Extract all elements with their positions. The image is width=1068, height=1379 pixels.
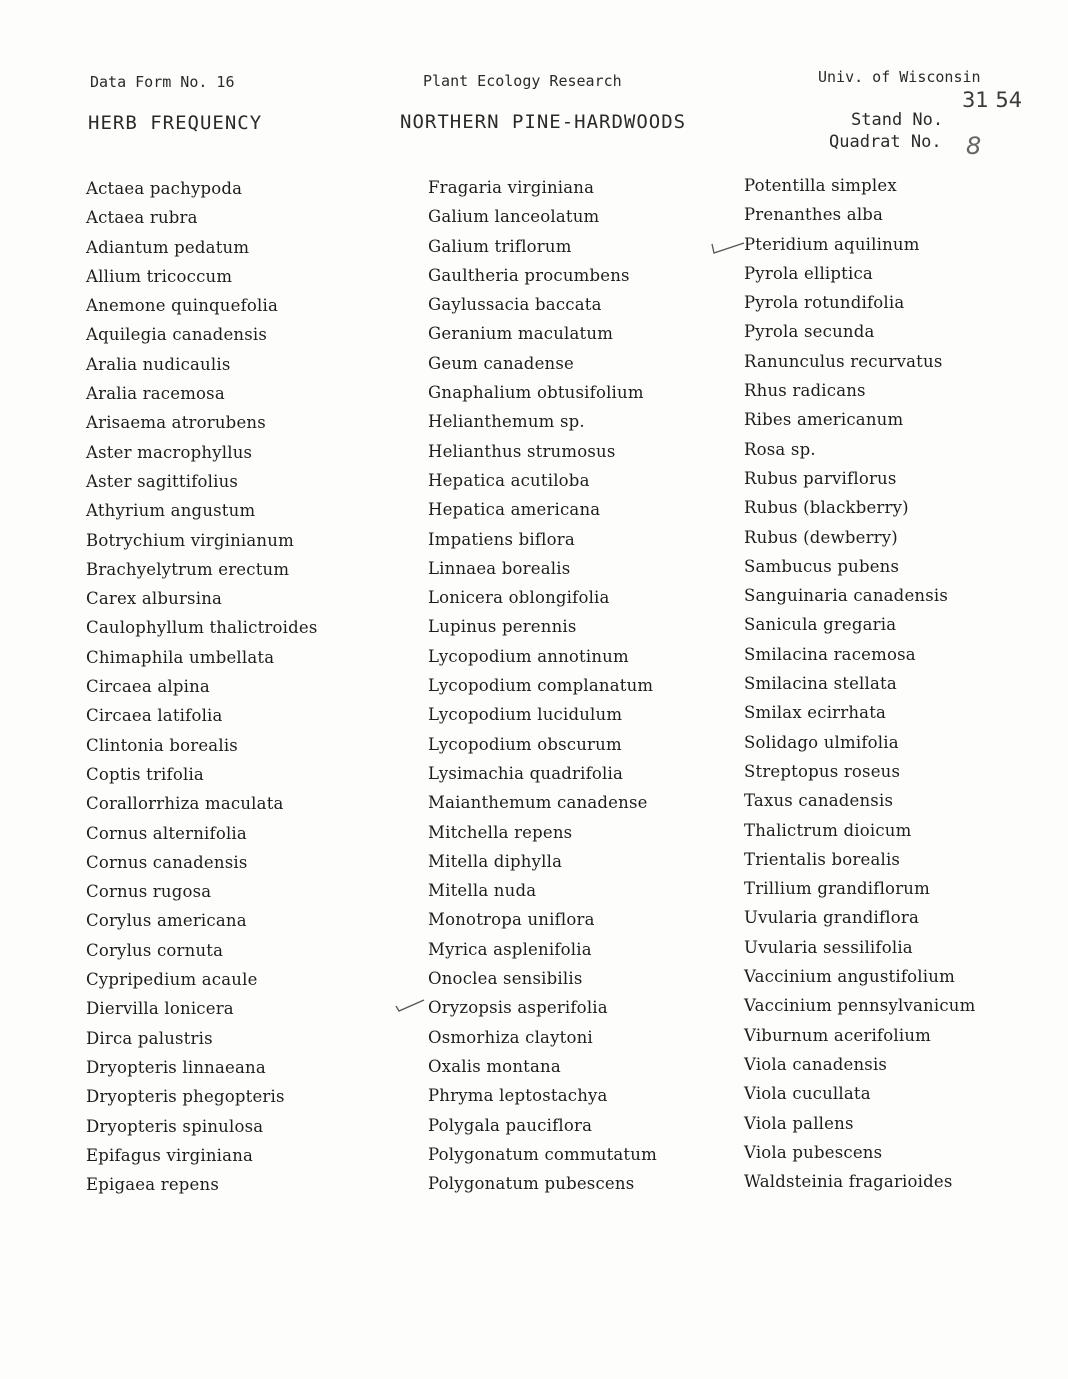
species-item: Lupinus perennis xyxy=(428,617,577,637)
species-item: Viola canadensis xyxy=(744,1054,888,1074)
species-item: Adiantum pedatum xyxy=(86,237,250,257)
species-item: Helianthus strumosus xyxy=(428,441,616,461)
species-item: Vaccinium angustifolium xyxy=(744,967,955,987)
stand-label: Stand No. xyxy=(851,110,944,130)
species-item: Viola pubescens xyxy=(744,1142,883,1162)
species-item: Sanicula gregaria xyxy=(744,615,897,635)
species-item: Mitchella repens xyxy=(428,822,573,842)
species-item: Maianthemum canadense xyxy=(428,793,648,813)
species-column-3 xyxy=(744,171,975,1196)
species-item: Arisaema atrorubens xyxy=(86,413,266,433)
species-item: Rosa sp. xyxy=(744,439,816,459)
form-number: Data Form No. 16 xyxy=(90,73,235,91)
form-title: HERB FREQUENCY xyxy=(88,112,263,134)
species-item: Aquilegia canadensis xyxy=(86,325,268,345)
species-item: Linnaea borealis xyxy=(428,558,571,578)
species-column-2 xyxy=(428,173,657,1198)
species-item: Gaultheria procumbens xyxy=(428,265,630,285)
community-name: NORTHERN PINE-HARDWOODS xyxy=(400,111,687,133)
species-item: Circaea alpina xyxy=(86,677,210,697)
species-item: Caulophyllum thalictroides xyxy=(86,618,318,638)
species-item: Epigaea repens xyxy=(86,1175,220,1195)
species-item: Circaea latifolia xyxy=(86,706,223,726)
species-item: Ribes americanum xyxy=(744,410,904,430)
species-item: Diervilla lonicera xyxy=(86,999,234,1019)
species-item: Viola cucullata xyxy=(744,1084,871,1104)
species-item: Polygonatum pubescens xyxy=(428,1174,635,1194)
species-item: Hepatica americana xyxy=(428,500,601,520)
species-item: Rhus radicans xyxy=(744,381,866,401)
species-item: Pyrola rotundifolia xyxy=(744,293,905,313)
species-item: Chimaphila umbellata xyxy=(86,647,275,667)
species-item: Trientalis borealis xyxy=(744,849,901,869)
species-item: Myrica asplenifolia xyxy=(428,939,592,959)
species-item: Mitella nuda xyxy=(428,881,537,901)
species-item: Hepatica acutiloba xyxy=(428,470,590,490)
institution: Univ. of Wisconsin xyxy=(818,68,981,86)
species-item: Corylus cornuta xyxy=(86,940,224,960)
species-item: Polygonatum commutatum xyxy=(428,1144,657,1164)
species-item: Geranium maculatum xyxy=(428,324,614,344)
species-item: Aralia racemosa xyxy=(86,384,225,404)
species-item: Anemone quinquefolia xyxy=(86,296,279,316)
species-item: Lycopodium obscurum xyxy=(428,734,622,754)
species-item: Vaccinium pennsylvanicum xyxy=(744,996,976,1016)
species-item: Rubus parviflorus xyxy=(744,468,897,488)
species-item: Cypripedium acaule xyxy=(86,970,258,990)
species-item: Lycopodium annotinum xyxy=(428,646,629,666)
species-item: Taxus canadensis xyxy=(744,791,894,811)
species-item: Cornus canadensis xyxy=(86,852,248,872)
species-item: Dryopteris spinulosa xyxy=(86,1116,264,1136)
species-item: Solidago ulmifolia xyxy=(744,732,899,752)
species-item: Botrychium virginianum xyxy=(86,530,294,550)
species-item: Monotropa uniflora xyxy=(428,910,595,930)
quadrat-number: 8 xyxy=(966,132,982,160)
species-item: Clintonia borealis xyxy=(86,735,238,755)
species-item: Epifagus virginiana xyxy=(86,1145,254,1165)
species-item: Osmorhiza claytoni xyxy=(428,1027,593,1047)
species-item: Dryopteris linnaeana xyxy=(86,1057,266,1077)
species-item: Brachyelytrum erectum xyxy=(86,559,290,579)
species-item: Mitella diphylla xyxy=(428,851,563,871)
program-name: Plant Ecology Research xyxy=(423,72,622,90)
stand-number: 31 54 xyxy=(962,88,1023,112)
species-item: Polygala pauciflora xyxy=(428,1115,593,1135)
species-item: Fragaria virginiana xyxy=(428,178,595,197)
species-item: Corylus americana xyxy=(86,911,247,931)
species-item: Corallorrhiza maculata xyxy=(86,794,284,814)
species-item: Dryopteris phegopteris xyxy=(86,1087,285,1107)
species-item: Carex albursina xyxy=(86,589,223,609)
species-item: Potentilla simplex xyxy=(744,176,897,195)
species-item: Prenanthes alba xyxy=(744,205,884,225)
species-item: Gnaphalium obtusifolium xyxy=(428,383,644,403)
species-item: Helianthemum sp. xyxy=(428,412,585,432)
species-item: Phryma leptostachya xyxy=(428,1086,608,1106)
species-item: Geum canadense xyxy=(428,353,574,373)
species-item: Lycopodium complanatum xyxy=(428,676,654,696)
species-item: Smilacina racemosa xyxy=(744,644,916,664)
species-item: Uvularia grandiflora xyxy=(744,908,920,928)
species-item: Aster macrophyllus xyxy=(86,442,253,462)
species-item: Ranunculus recurvatus xyxy=(744,351,943,371)
species-item: Pyrola secunda xyxy=(744,322,875,342)
checkmark-icon xyxy=(710,236,746,256)
species-item: Rubus (blackberry) xyxy=(744,498,909,518)
species-item: Thalictrum dioicum xyxy=(744,820,912,840)
species-item: Viola pallens xyxy=(744,1113,854,1133)
species-item: Oryzopsis asperifolia xyxy=(428,998,608,1018)
quadrat-label: Quadrat No. xyxy=(829,132,942,152)
species-item: Oxalis montana xyxy=(428,1056,561,1076)
species-item: Galium triflorum xyxy=(428,236,572,256)
species-item: Aralia nudicaulis xyxy=(86,354,231,374)
species-item: Athyrium angustum xyxy=(86,501,256,521)
species-item: Lycopodium lucidulum xyxy=(428,705,623,725)
species-item: Galium lanceolatum xyxy=(428,207,600,227)
species-item: Streptopus roseus xyxy=(744,761,901,781)
species-item: Actaea pachypoda xyxy=(86,179,243,198)
species-item: Pyrola elliptica xyxy=(744,263,873,283)
checkmark-icon xyxy=(394,997,426,1015)
species-item: Gaylussacia baccata xyxy=(428,295,602,315)
species-item: Actaea rubra xyxy=(86,208,198,228)
species-item: Smilacina stellata xyxy=(744,674,897,694)
species-item: Onoclea sensibilis xyxy=(428,969,583,989)
species-item: Waldsteinia fragarioides xyxy=(744,1172,953,1192)
species-item: Rubus (dewberry) xyxy=(744,527,898,547)
species-item: Trillium grandiflorum xyxy=(744,879,930,899)
species-item: Coptis trifolia xyxy=(86,764,204,784)
species-item: Pteridium aquilinum xyxy=(744,234,920,254)
species-item: Uvularia sessilifolia xyxy=(744,937,913,957)
species-item: Sanguinaria canadensis xyxy=(744,586,949,606)
species-column-1 xyxy=(86,174,318,1199)
species-item: Sambucus pubens xyxy=(744,556,900,576)
species-item: Viburnum acerifolium xyxy=(744,1025,931,1045)
species-item: Smilax ecirrhata xyxy=(744,703,887,723)
species-item: Cornus rugosa xyxy=(86,882,212,902)
species-item: Dirca palustris xyxy=(86,1028,213,1048)
species-item: Impatiens biflora xyxy=(428,529,575,549)
species-item: Lonicera oblongifolia xyxy=(428,588,610,608)
species-item: Aster sagittifolius xyxy=(86,471,239,491)
species-item: Lysimachia quadrifolia xyxy=(428,763,624,783)
species-item: Cornus alternifolia xyxy=(86,823,247,843)
species-item: Allium tricoccum xyxy=(86,266,233,286)
